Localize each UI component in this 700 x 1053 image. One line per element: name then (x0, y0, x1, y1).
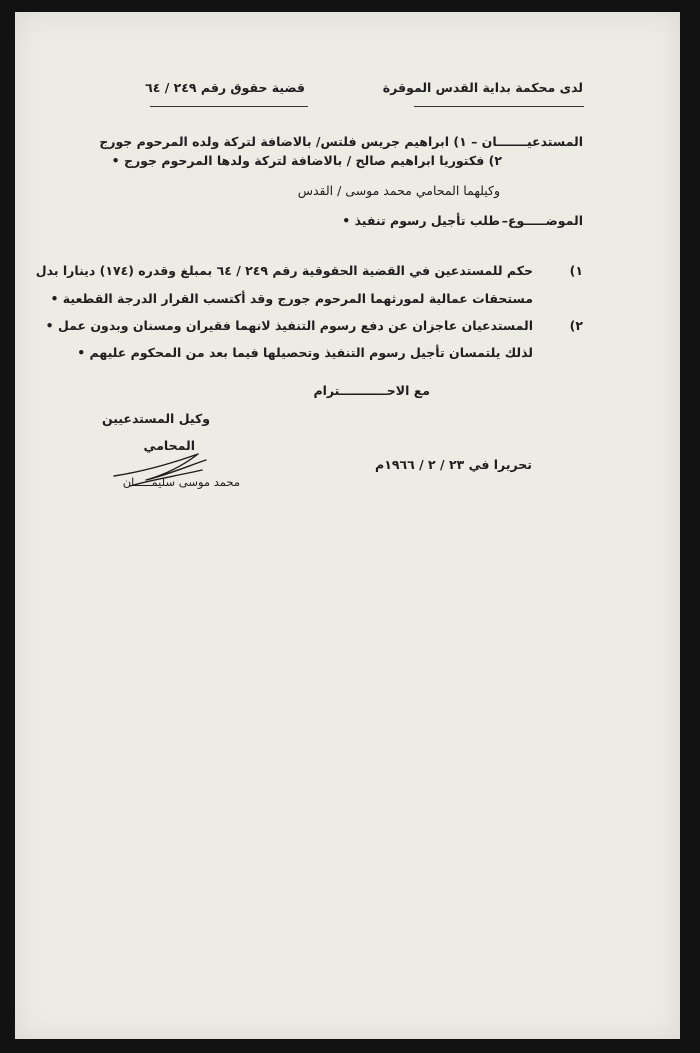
document-page (15, 12, 680, 1039)
signature-name: محمد موسى سليمـــــان (122, 475, 240, 489)
document-date: تحريرا في ٢٣ / ٢ / ١٩٦٦م (375, 457, 532, 472)
signature-title: المحامي (143, 438, 195, 453)
applicants-line-2: ٢) فكتوريا ابراهيم صالح / بالاضافة لتركة ولدها المرحوم جورج • (111, 153, 502, 168)
item-2-line-1: المستدعيان عاجزان عن دفع رسوم التنفيذ لانهما فقيران ومسنان وبدون عمل • (45, 318, 533, 333)
closing-respect: مع الاحـــــــــــترام (313, 383, 430, 398)
signature-role: وكيل المستدعيين (101, 411, 210, 426)
applicants-line-1: المستدعيـــــــان – ١) ابراهيم جريس فلتس/ بالاضافة لتركة ولده المرحوم جورج (99, 134, 583, 149)
subject-label: الموضـــــوع– (501, 213, 583, 228)
item-1-number: ١) (569, 263, 583, 278)
applicants-attorney: وكيلهما المحامي محمد موسى / القدس (297, 183, 500, 198)
court-heading: لدى محكمة بداية القدس الموقرة (382, 80, 583, 95)
court-heading-underline (414, 106, 584, 107)
item-2-line-2: لذلك يلتمسان تأجيل رسوم التنفيذ وتحصيلها فيما بعد من المحكوم عليهم • (77, 345, 533, 360)
case-number: قضية حقوق رقم ٢٤٩ / ٦٤ (145, 80, 305, 95)
case-number-underline (150, 106, 308, 107)
item-1-line-1: حكم للمستدعين في القضية الحقوقية رقم ٢٤٩ / ٦٤ بمبلغ وقدره (١٧٤) دينارا بدل (35, 263, 533, 278)
item-1-line-2: مستحقات عمالية لمورثهما المرحوم جورج وقد أكتسب القرار الدرجة القطعية • (50, 291, 533, 306)
item-2-number: ٢) (569, 318, 583, 333)
subject-text: طلب تأجيل رسوم تنفيذ • (342, 213, 500, 228)
